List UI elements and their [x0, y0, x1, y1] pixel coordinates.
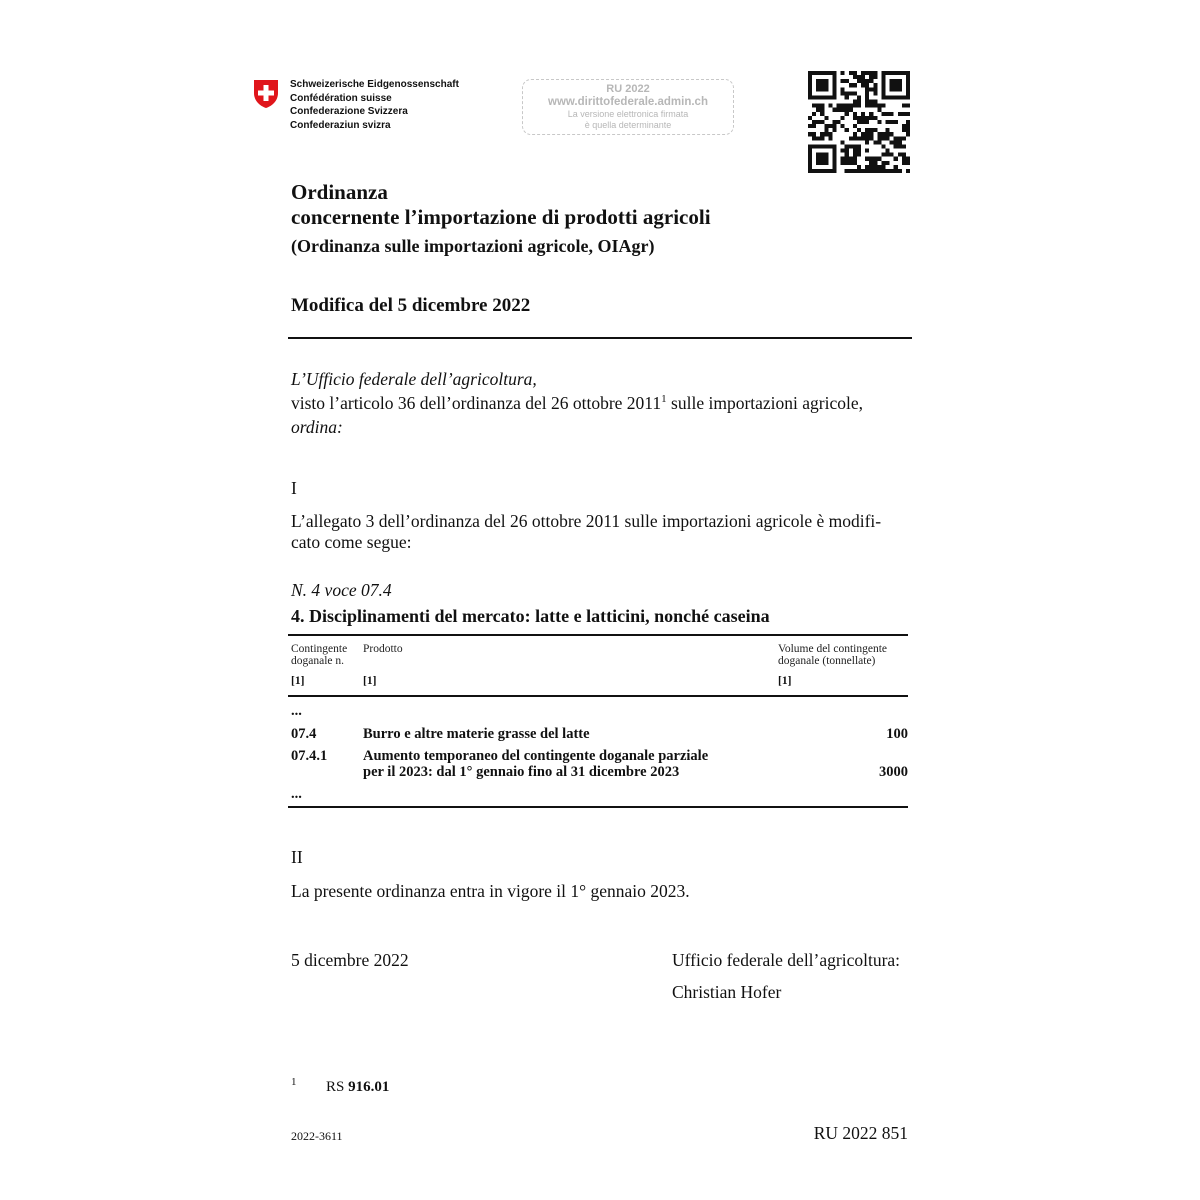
row-product [363, 748, 708, 780]
title-short: (Ordinanza sulle importazioni agricole, OIAgr) [291, 236, 655, 256]
footnote-text [326, 1079, 389, 1096]
table-top-rule [288, 634, 908, 636]
section-1-text [291, 511, 881, 553]
row-id: 07.4.1 [291, 748, 328, 764]
preamble-visto [291, 391, 863, 415]
title-divider [288, 337, 912, 339]
signature-office: Ufficio federale dell’agricoltura: [672, 950, 901, 970]
table-header-rule [288, 695, 908, 697]
signature-name: Christian Hofer [672, 982, 782, 1002]
amendment-reference: N. 4 voce 07.4 [291, 580, 392, 600]
institution-it: Confederazione Svizzera [290, 106, 408, 117]
preamble-ordina: ordina: [291, 417, 343, 437]
table-ellipsis-bottom: ... [291, 786, 302, 802]
table-bottom-rule [288, 806, 908, 808]
col-header-contingent-line-1: Contingente [291, 643, 348, 655]
stamp-url[interactable]: www.dirittofederale.admin.ch [548, 96, 708, 108]
footnote-prefix: RS [326, 1079, 349, 1095]
institution-names [290, 78, 459, 132]
annex-heading: 4. Disciplinamenti del mercato: latte e latticini, nonché caseina [291, 606, 770, 626]
row-product-line-1: Aumento temporaneo del contingente doganale parziale [363, 748, 709, 764]
section-2-numeral: II [291, 847, 303, 867]
section-1-text-line-2: cato come segue: [291, 532, 412, 552]
stamp-ru: RU 2022 [606, 83, 650, 95]
electronic-version-stamp [522, 79, 734, 135]
row-volume: 3000 [879, 764, 908, 780]
col-header-product: Prodotto [363, 643, 403, 655]
section-1-numeral: I [291, 478, 297, 498]
section-1-text-line-1: L’allegato 3 dell’ordinanza del 26 ottobre 2011 sulle importazioni agricole è modifi- [291, 511, 882, 531]
institution-de: Schweizerische Eidgenossenschaft [290, 79, 459, 90]
preamble-visto-rest: sulle importazioni agricole, [666, 393, 863, 413]
title-line-2: concernente l’importazione di prodotti agricoli [291, 205, 711, 229]
stamp-note-2: è quella determinante [584, 120, 672, 130]
footnote-ref-link[interactable]: 916.01 [348, 1079, 390, 1095]
footnote-number: 1 [291, 1076, 297, 1088]
signature-date: 5 dicembre 2022 [291, 950, 409, 970]
col-header-volume-line-2: doganale (tonnellate) [778, 655, 876, 667]
col-note-1: [1] [291, 675, 305, 687]
col-header-contingent [291, 643, 347, 667]
col-header-volume-line-1: Volume del contingente [778, 643, 888, 655]
row-product-line-2: per il 2023: dal 1° gennaio fino al 31 dicembre 2023 [363, 764, 680, 780]
preamble-visto-text: visto l’articolo 36 dell’ordinanza del 26 ottobre 2011 [291, 393, 662, 413]
row-product: Burro e altre materie grasse del latte [363, 726, 590, 742]
modification-date-heading: Modifica del 5 dicembre 2022 [291, 295, 531, 316]
col-header-contingent-line-2: doganale n. [291, 655, 345, 667]
col-header-volume [778, 643, 887, 667]
row-id: 07.4 [291, 726, 317, 742]
institution-rm: Confederaziun svizra [290, 119, 391, 131]
preamble-authority: L’Ufficio federale dell’agricoltura, [291, 369, 537, 389]
qr-code-icon [808, 71, 910, 173]
swiss-flag-icon [253, 79, 279, 109]
footer-document-number: 2022-3611 [291, 1129, 343, 1143]
table-ellipsis-top: ... [291, 703, 302, 719]
stamp-note-1: La versione elettronica firmata [567, 109, 689, 119]
col-note-2: [1] [363, 675, 377, 687]
footnote-marker[interactable]: 1 [661, 393, 667, 406]
section-2-text: La presente ordinanza entra in vigore il 1° gennaio 2023. [291, 881, 690, 901]
footer-page-ref: RU 2022 851 [813, 1123, 908, 1143]
title-line-1: Ordinanza [291, 180, 388, 204]
row-volume: 100 [886, 726, 908, 742]
col-note-3: [1] [778, 675, 792, 687]
preamble [291, 367, 863, 439]
document-title [291, 180, 711, 230]
institution-fr: Confédération suisse [290, 92, 392, 104]
